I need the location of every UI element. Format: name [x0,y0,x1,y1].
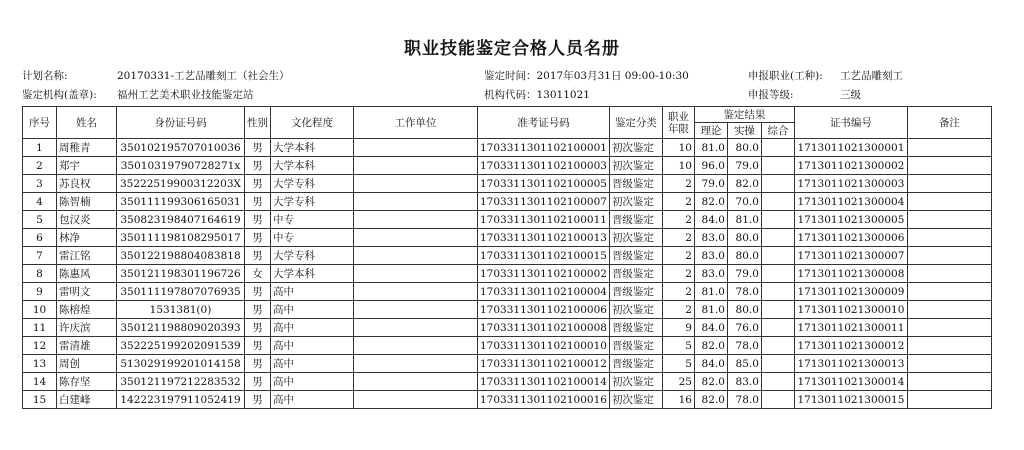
row-exam-type: 晋级鉴定 [609,355,662,373]
row-id: 352225199202091539 [117,337,245,355]
row-education: 中专 [271,211,354,229]
row-note [907,229,991,247]
exam-time-field [484,68,689,83]
row-theory: 84.0 [694,319,727,337]
row-sex: 男 [245,319,271,337]
header-id: 身份证号码 [117,107,245,139]
row-practice: 83.0 [727,373,761,391]
row-years: 2 [662,301,694,319]
plan-name-field [22,68,290,83]
row-exam-type: 初次鉴定 [609,301,662,319]
header-exam-number: 准考证号码 [478,107,610,139]
row-seq: 1 [23,139,57,157]
row-practice: 82.0 [727,175,761,193]
row-id: 1531381(0) [117,301,245,319]
table-row [23,139,992,157]
row-seq: 12 [23,337,57,355]
row-cert-number: 1713011021300008 [794,265,907,283]
row-id: 350121197212283532 [117,373,245,391]
row-seq: 2 [23,157,57,175]
row-name: 陈惠风 [57,265,117,283]
row-cert-number: 171301102130000​1 [794,139,907,157]
row-exam-number: 1703311301102100012 [478,355,610,373]
row-seq: 11 [23,319,57,337]
row-seq: 8 [23,265,57,283]
table-row [23,373,992,391]
row-cert-number: 1713011021300013 [794,355,907,373]
row-name: 许庆滨 [57,319,117,337]
row-practice: 79.0 [727,265,761,283]
row-workplace [354,373,478,391]
job-field [748,68,903,83]
level-value: 三级 [840,89,861,101]
row-overall [761,337,794,355]
org-field [22,87,254,102]
row-note [907,193,991,211]
row-theory: 84.0 [694,355,727,373]
row-exam-number: 1703311301102100013 [478,229,610,247]
row-practice: 78.0 [727,283,761,301]
row-cert-number: 1713011021300012 [794,337,907,355]
row-overall [761,139,794,157]
row-note [907,373,991,391]
header-cert-number: 证书编号 [794,107,907,139]
exam-time-value: 2017年03月31日 09:00-10:30 [536,70,689,82]
row-seq: 13 [23,355,57,373]
row-education: 高中 [271,355,354,373]
row-seq: 7 [23,247,57,265]
row-theory: 81.0 [694,301,727,319]
row-note [907,337,991,355]
level-label: 申报等级: [748,89,794,101]
row-name: 苏良权 [57,175,117,193]
row-education: 高中 [271,337,354,355]
row-exam-number: 1703311301102100011 [478,211,610,229]
row-workplace [354,355,478,373]
table-row [23,193,992,211]
table-row [23,319,992,337]
row-practice: 76.0 [727,319,761,337]
row-sex: 男 [245,373,271,391]
row-note [907,139,991,157]
row-name: 雷清雄 [57,337,117,355]
row-years: 2 [662,229,694,247]
row-years: 2 [662,211,694,229]
row-note [907,355,991,373]
row-education: 大学本科 [271,157,354,175]
row-theory: 82.0 [694,337,727,355]
header-years: 职业年限 [662,107,694,139]
row-seq: 6 [23,229,57,247]
row-seq: 9 [23,283,57,301]
header-overall: 综合 [761,123,794,139]
row-sex: 男 [245,229,271,247]
header-theory: 理论 [694,123,727,139]
row-note [907,319,991,337]
row-workplace [354,319,478,337]
row-cert-number: 1713011021300007 [794,247,907,265]
row-workplace [354,265,478,283]
row-overall [761,193,794,211]
row-theory: 81.0 [694,283,727,301]
row-id: 35222519900312203X [117,175,245,193]
row-cert-number: 1713011021300015 [794,391,907,409]
row-years: 2 [662,265,694,283]
row-practice: 80.0 [727,301,761,319]
row-years: 5 [662,337,694,355]
row-theory: 81.0 [694,139,727,157]
row-note [907,157,991,175]
row-cert-number: 1713011021300005 [794,211,907,229]
row-sex: 男 [245,139,271,157]
row-cert-number: 1713011021300002 [794,157,907,175]
row-overall [761,211,794,229]
row-sex: 男 [245,283,271,301]
row-years: 2 [662,193,694,211]
row-note [907,265,991,283]
header-exam-type: 鉴定分类 [609,107,662,139]
row-practice: 79.0 [727,157,761,175]
row-exam-number: 1703311301102100006 [478,301,610,319]
row-sex: 女 [245,265,271,283]
row-exam-number: 1703311301102100005 [478,175,610,193]
org-code-label: 机构代码： [484,89,537,101]
row-sex: 男 [245,355,271,373]
table-row [23,355,992,373]
row-id: 35010319790728271x [117,157,245,175]
header-note: 备注 [907,107,991,139]
row-practice: 78.0 [727,391,761,409]
row-overall [761,301,794,319]
row-workplace [354,193,478,211]
row-practice: 81.0 [727,211,761,229]
row-theory: 82.0 [694,193,727,211]
row-exam-type: 晋级鉴定 [609,211,662,229]
row-theory: 84.0 [694,211,727,229]
row-practice: 80.0 [727,139,761,157]
row-exam-number: 1703311301102100002 [478,265,610,283]
row-exam-type: 初次鉴定 [609,373,662,391]
row-education: 高中 [271,283,354,301]
row-name: 郑宇 [57,157,117,175]
org-code-value: 13011021 [536,89,590,101]
row-years: 16 [662,391,694,409]
row-exam-type: 初次鉴定 [609,157,662,175]
row-name: 周稚青 [57,139,117,157]
row-exam-type: 初次鉴定 [609,193,662,211]
row-exam-type: 晋级鉴定 [609,319,662,337]
row-overall [761,157,794,175]
table-row [23,301,992,319]
row-name: 白建峰 [57,391,117,409]
row-education: 高中 [271,391,354,409]
row-overall [761,229,794,247]
row-id: 350111199306165031 [117,193,245,211]
row-theory: 96.0 [694,157,727,175]
row-id: 142223197911052419 [117,391,245,409]
org-code-field [484,87,590,102]
row-exam-type: 晋级鉴定 [609,247,662,265]
row-workplace [354,283,478,301]
row-name: 包汉炎 [57,211,117,229]
row-workplace [354,175,478,193]
row-id: 350102195707010036 [117,139,245,157]
row-name: 林净 [57,229,117,247]
row-years: 10 [662,157,694,175]
row-theory: 82.0 [694,391,727,409]
row-exam-number: 1703311301102100016 [478,391,610,409]
row-exam-type: 初次鉴定 [609,391,662,409]
row-exam-type: 初次鉴定 [609,139,662,157]
row-workplace [354,391,478,409]
table-row [23,337,992,355]
row-exam-number: 170331130110210000​1 [478,139,610,157]
row-name: 陈存坚 [57,373,117,391]
row-sex: 男 [245,157,271,175]
row-overall [761,355,794,373]
table-row [23,175,992,193]
row-exam-number: 1703311301102100003 [478,157,610,175]
row-seq: 3 [23,175,57,193]
roster-table [22,106,992,409]
row-theory: 79.0 [694,175,727,193]
header-practice: 实操 [727,123,761,139]
row-exam-number: 1703311301102100007 [478,193,610,211]
row-practice: 80.0 [727,229,761,247]
row-exam-number: 1703311301102100015 [478,247,610,265]
row-workplace [354,247,478,265]
row-name: 周创 [57,355,117,373]
table-row [23,283,992,301]
table-row [23,157,992,175]
row-years: 10 [662,139,694,157]
row-workplace [354,229,478,247]
org-label: 鉴定机构(盖章): [22,89,97,101]
row-years: 9 [662,319,694,337]
row-cert-number: 1713011021300006 [794,229,907,247]
table-row [23,391,992,409]
row-education: 中专 [271,229,354,247]
header-workplace: 工作单位 [354,107,478,139]
row-practice: 70.0 [727,193,761,211]
row-name: 陈智楠 [57,193,117,211]
row-note [907,211,991,229]
row-cert-number: 1713011021300009 [794,283,907,301]
row-name: 雷江铭 [57,247,117,265]
plan-name-value: 20170331-工艺品雕刻工（社会生） [117,70,290,82]
job-value: 工艺品雕刻工 [840,70,903,82]
row-practice: 78.0 [727,337,761,355]
row-education: 大学本科 [271,139,354,157]
row-cert-number: 1713011021300014 [794,373,907,391]
row-workplace [354,157,478,175]
row-id: 350121198809020393 [117,319,245,337]
row-exam-number: 1703311301102100010 [478,337,610,355]
row-seq: 15 [23,391,57,409]
row-education: 高中 [271,373,354,391]
org-value: 福州工艺美术职业技能鉴定站 [117,89,254,101]
row-overall [761,373,794,391]
row-note [907,247,991,265]
row-sex: 男 [245,175,271,193]
row-sex: 男 [245,193,271,211]
row-sex: 男 [245,301,271,319]
row-workplace [354,337,478,355]
row-exam-type: 晋级鉴定 [609,175,662,193]
row-note [907,283,991,301]
level-field [748,87,861,102]
row-years: 2 [662,247,694,265]
row-exam-type: 晋级鉴定 [609,337,662,355]
row-note [907,301,991,319]
row-workplace [354,211,478,229]
row-id: 513029199201014158 [117,355,245,373]
row-sex: 男 [245,211,271,229]
plan-name-label: 计划名称: [22,70,68,82]
header-sex: 性别 [245,107,271,139]
row-workplace [354,301,478,319]
table-row [23,211,992,229]
row-years: 2 [662,283,694,301]
row-seq: 5 [23,211,57,229]
row-years: 2 [662,175,694,193]
row-name: 雷明文 [57,283,117,301]
row-overall [761,265,794,283]
row-education: 大学专科 [271,175,354,193]
row-id: 350823198407164619 [117,211,245,229]
row-sex: 男 [245,337,271,355]
row-education: 高中 [271,301,354,319]
row-seq: 4 [23,193,57,211]
row-note [907,175,991,193]
row-practice: 85.0 [727,355,761,373]
row-id: 350122198804083818 [117,247,245,265]
row-seq: 10 [23,301,57,319]
row-exam-number: 1703311301102100008 [478,319,610,337]
row-id: 350121198301196726 [117,265,245,283]
row-theory: 83.0 [694,229,727,247]
row-education: 大学专科 [271,193,354,211]
row-education: 大学专科 [271,247,354,265]
row-theory: 82.0 [694,373,727,391]
header-name: 姓名 [57,107,117,139]
row-sex: 男 [245,391,271,409]
header-education: 文化程度 [271,107,354,139]
row-overall [761,247,794,265]
row-exam-number: 1703311301102100004 [478,283,610,301]
row-theory: 83.0 [694,265,727,283]
job-label: 申报职业(工种): [748,70,823,82]
table-row [23,265,992,283]
row-exam-type: 晋级鉴定 [609,283,662,301]
row-education: 大学本科 [271,265,354,283]
header-result: 鉴定结果 [694,107,794,123]
header-seq: 序号 [23,107,57,139]
row-seq: 14 [23,373,57,391]
row-id: 350111197807076935 [117,283,245,301]
table-row [23,229,992,247]
row-practice: 80.0 [727,247,761,265]
row-years: 5 [662,355,694,373]
row-education: 高中 [271,319,354,337]
row-cert-number: 1713011021300011 [794,319,907,337]
row-note [907,391,991,409]
row-theory: 83.0 [694,247,727,265]
table-row [23,247,992,265]
row-cert-number: 1713011021300004 [794,193,907,211]
row-exam-type: 晋级鉴定 [609,265,662,283]
row-sex: 男 [245,247,271,265]
row-overall [761,391,794,409]
page-title: 职业技能鉴定合格人员名册 [404,39,620,59]
row-years: 25 [662,373,694,391]
row-overall [761,319,794,337]
exam-time-label: 鉴定时间： [484,70,537,82]
row-cert-number: 1713011021300003 [794,175,907,193]
row-name: 陈榕煌 [57,301,117,319]
row-id: 350111198108295017 [117,229,245,247]
row-overall [761,283,794,301]
row-workplace [354,139,478,157]
row-exam-type: 初次鉴定 [609,229,662,247]
row-cert-number: 1713011021300010 [794,301,907,319]
row-overall [761,175,794,193]
row-exam-number: 1703311301102100014 [478,373,610,391]
